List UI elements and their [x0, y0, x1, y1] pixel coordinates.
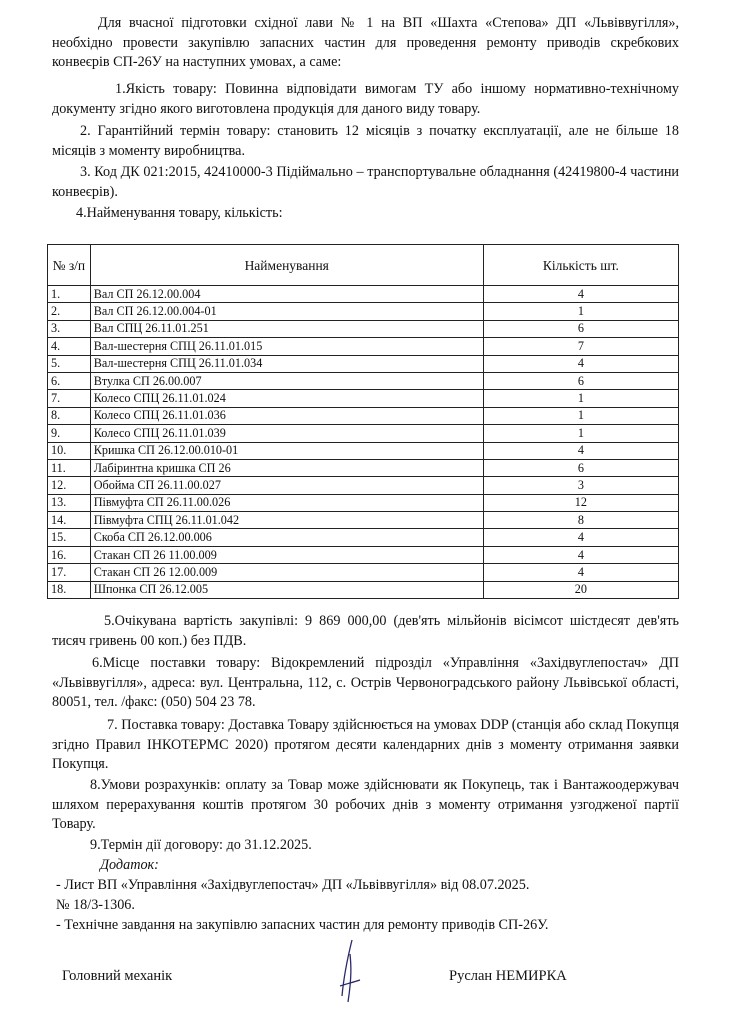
row-name-cell: Колесо СПЦ 26.11.01.036: [90, 407, 483, 424]
table-row: [48, 564, 679, 581]
row-quantity-cell: 1: [483, 390, 678, 407]
attachment-spec: - Технічне завдання на закупівлю запасних частин для ремонту приводів СП-26У.: [56, 917, 549, 933]
row-number-cell: 6.: [48, 372, 91, 389]
row-quantity-cell: 4: [483, 355, 678, 372]
row-number-cell: 13.: [48, 494, 91, 511]
table-row: [48, 459, 679, 476]
row-number-cell: 11.: [48, 459, 91, 476]
row-name-cell: Вал СП 26.12.00.004: [90, 286, 483, 303]
signature-image: [330, 936, 370, 1006]
row-number-cell: 17.: [48, 564, 91, 581]
items-heading: 4.Найменування товару, кількість:: [76, 205, 283, 221]
table-row: [48, 390, 679, 407]
row-quantity-cell: 7: [483, 338, 678, 355]
table-row: [48, 581, 679, 598]
row-name-cell: Колесо СПЦ 26.11.01.039: [90, 425, 483, 442]
row-name-cell: Втулка СП 26.00.007: [90, 372, 483, 389]
table-row: [48, 442, 679, 459]
row-quantity-cell: 4: [483, 546, 678, 563]
row-name-cell: Стакан СП 26 11.00.009: [90, 546, 483, 563]
table-row: [48, 477, 679, 494]
table-row: [48, 407, 679, 424]
intro-paragraph: Для вчасної підготовки східної лави № 1 на ВП «Шахта «Степова» ДП «Львіввугілля», необхідно провести закупівлю запасних частин для проведення ремонту приводів скребкових конвеєрів СП-26У на наступних умовах, а саме:: [52, 15, 679, 70]
row-number-cell: 3.: [48, 320, 91, 337]
term-paragraph: 9.Термін дії договору: до 31.12.2025.: [90, 837, 312, 853]
warranty-paragraph: 2. Гарантійний термін товару: становить 12 місяців з початку експлуатації, але не більше 18 місяців з моменту виробництва.: [52, 123, 679, 159]
row-number-cell: 12.: [48, 477, 91, 494]
row-name-cell: Кришка СП 26.12.00.010-01: [90, 442, 483, 459]
row-number-cell: 5.: [48, 355, 91, 372]
table-row: [48, 512, 679, 529]
row-name-cell: Вал СП 26.12.00.004-01: [90, 303, 483, 320]
signer-name: Руслан НЕМИРКА: [449, 968, 567, 984]
row-quantity-cell: 3: [483, 477, 678, 494]
header-number: № з/п: [48, 245, 91, 286]
table-row: [48, 494, 679, 511]
row-number-cell: 10.: [48, 442, 91, 459]
table-row: [48, 546, 679, 563]
row-name-cell: Шпонка СП 26.12.005: [90, 581, 483, 598]
row-quantity-cell: 4: [483, 442, 678, 459]
delivery-terms-paragraph: 7. Поставка товару: Доставка Товару здійснюється на умовах DDP (станція або склад Покупця згідно Правил ІНКОТЕРМС 2020) протягом десяти календарних днів з моменту отримання заявки Покупця.: [52, 717, 679, 772]
signer-title: Головний механік: [62, 968, 173, 984]
table-row: [48, 425, 679, 442]
attachment-label: Додаток:: [100, 857, 159, 873]
row-name-cell: Стакан СП 26 12.00.009: [90, 564, 483, 581]
row-quantity-cell: 6: [483, 320, 678, 337]
row-name-cell: Півмуфта СПЦ 26.11.01.042: [90, 512, 483, 529]
table-row: [48, 320, 679, 337]
table-row: [48, 338, 679, 355]
quality-paragraph: 1.Якість товару: Повинна відповідати вимогам ТУ або іншому нормативно-технічному документу згідно якого виготовлена продукція для даного виду товару.: [52, 81, 679, 117]
row-quantity-cell: 6: [483, 459, 678, 476]
row-number-cell: 15.: [48, 529, 91, 546]
row-quantity-cell: 20: [483, 581, 678, 598]
row-quantity-cell: 1: [483, 425, 678, 442]
row-name-cell: Вал СПЦ 26.11.01.251: [90, 320, 483, 337]
attachment-letter: - Лист ВП «Управління «Західвуглепостач» ДП «Львіввугілля» від 08.07.2025.: [56, 877, 530, 893]
row-name-cell: Обойма СП 26.11.00.027: [90, 477, 483, 494]
row-quantity-cell: 4: [483, 529, 678, 546]
row-name-cell: Колесо СПЦ 26.11.01.024: [90, 390, 483, 407]
row-number-cell: 2.: [48, 303, 91, 320]
payment-paragraph: 8.Умови розрахунків: оплату за Товар може здійснювати як Покупець, так і Вантажоодержувач шляхом перерахування коштів протягом 30 робочих днів з моменту отримання узгодженої партії Товару.: [52, 777, 679, 832]
row-number-cell: 9.: [48, 425, 91, 442]
cost-paragraph: 5.Очікувана вартість закупівлі: 9 869 000,00 (дев'ять мільйонів вісімсот шістдесят дев'ять тисяч гривень 00 коп.) без ПДВ.: [52, 613, 679, 649]
row-quantity-cell: 4: [483, 286, 678, 303]
code-paragraph: 3. Код ДК 021:2015, 42410000-3 Підіймально – транспортувальне обладнання (42419800-4 частини конвеєрів).: [52, 164, 679, 200]
attachment-letter-number: № 18/3-1306.: [56, 897, 135, 913]
row-quantity-cell: 6: [483, 372, 678, 389]
row-number-cell: 1.: [48, 286, 91, 303]
header-quantity: Кількість шт.: [483, 245, 678, 286]
table-row: [48, 372, 679, 389]
row-quantity-cell: 12: [483, 494, 678, 511]
table-row: [48, 355, 679, 372]
row-number-cell: 8.: [48, 407, 91, 424]
table-row: [48, 286, 679, 303]
row-quantity-cell: 4: [483, 564, 678, 581]
header-name: Найменування: [90, 245, 483, 286]
row-number-cell: 4.: [48, 338, 91, 355]
row-number-cell: 16.: [48, 546, 91, 563]
row-name-cell: Вал-шестерня СПЦ 26.11.01.015: [90, 338, 483, 355]
items-table: [47, 244, 679, 599]
row-name-cell: Лабіринтна кришка СП 26: [90, 459, 483, 476]
delivery-place-paragraph: 6.Місце поставки товару: Відокремлений підрозділ «Управління «Західвуглепостач» ДП «Львіввугілля», адреса: вул. Центральна, 112, с. Острів Червоноградського району Львівської області, 80051, тел. /факс: (050) 504 23 78.: [52, 655, 679, 710]
row-number-cell: 7.: [48, 390, 91, 407]
row-number-cell: 18.: [48, 581, 91, 598]
row-quantity-cell: 1: [483, 407, 678, 424]
table-row: [48, 303, 679, 320]
row-name-cell: Півмуфта СП 26.11.00.026: [90, 494, 483, 511]
row-quantity-cell: 8: [483, 512, 678, 529]
table-row: [48, 529, 679, 546]
row-name-cell: Вал-шестерня СПЦ 26.11.01.034: [90, 355, 483, 372]
row-number-cell: 14.: [48, 512, 91, 529]
table-header-row: [48, 245, 679, 286]
row-name-cell: Скоба СП 26.12.00.006: [90, 529, 483, 546]
row-quantity-cell: 1: [483, 303, 678, 320]
